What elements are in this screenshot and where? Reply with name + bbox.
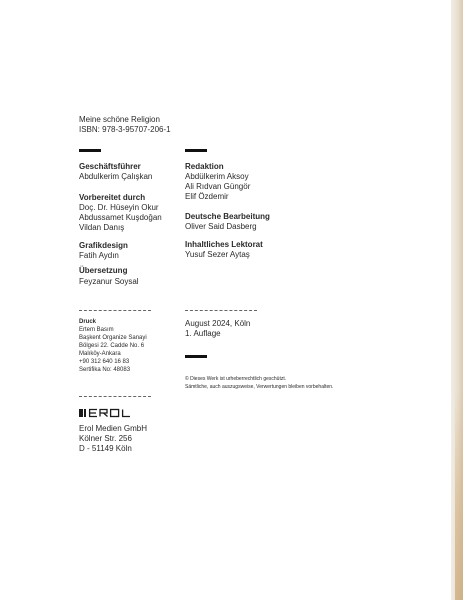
publisher-city: D - 51149 Köln xyxy=(79,444,132,453)
prepared-name: Doç. Dr. Hüseyin Okur xyxy=(79,203,159,212)
edition-number: 1. Auflage xyxy=(185,329,221,338)
editorial-name: Abdülkerim Aksoy xyxy=(185,172,249,181)
book-title: Meine schöne Religion xyxy=(79,115,160,124)
page-edge-shadow xyxy=(451,0,463,600)
editorial-heading: Redaktion xyxy=(185,162,224,171)
divider-bar xyxy=(79,149,101,152)
publisher-street: Kölner Str. 256 xyxy=(79,434,132,443)
print-line: Başkent Organize Sanayi xyxy=(79,335,147,341)
print-line: Bölgesi 22. Cadde No. 6 xyxy=(79,343,145,349)
print-line: +90 312 640 16 83 xyxy=(79,359,130,365)
dashed-divider xyxy=(79,310,151,311)
prepared-heading: Vorbereitet durch xyxy=(79,193,146,202)
graphic-name: Fatih Aydın xyxy=(79,251,119,260)
edition-date: August 2024, Köln xyxy=(185,319,251,328)
divider-bar xyxy=(185,355,207,358)
isbn: ISBN: 978-3-95707-206-1 xyxy=(79,125,171,134)
editorial-name: Ali Rıdvan Güngör xyxy=(185,182,251,191)
prepared-name: Vildan Danış xyxy=(79,223,125,232)
print-heading: Druck xyxy=(79,319,97,325)
german-heading: Deutsche Bearbeitung xyxy=(185,212,270,221)
dashed-divider xyxy=(185,310,257,311)
graphic-heading: Grafikdesign xyxy=(79,241,128,250)
ceo-heading: Geschäftsführer xyxy=(79,162,141,171)
dashed-divider xyxy=(79,396,151,397)
copyright-line: © Dieses Werk ist urheberrechtlich geschützt. xyxy=(185,376,287,382)
publisher-logo xyxy=(79,408,143,418)
copyright-line: Sämtliche, auch auszugsweise, Verwertungen bleiben vorbehalten. xyxy=(185,384,334,390)
lektorat-heading: Inhaltliches Lektorat xyxy=(185,240,263,249)
print-line: Sertifika No: 48083 xyxy=(79,367,131,373)
print-line: Malıköy-Ankara xyxy=(79,351,121,357)
german-name: Oliver Said Dasberg xyxy=(185,222,257,231)
ceo-name: Abdulkerim Çalışkan xyxy=(79,172,153,181)
lektorat-name: Yusuf Sezer Aytaş xyxy=(185,250,250,259)
divider-bar xyxy=(185,149,207,152)
prepared-name: Abdussamet Kuşdoğan xyxy=(79,213,162,222)
print-line: Ertem Basım xyxy=(79,327,114,333)
translation-name: Feyzanur Soysal xyxy=(79,277,139,286)
editorial-name: Elif Özdemir xyxy=(185,192,229,201)
translation-heading: Übersetzung xyxy=(79,266,128,275)
publisher-name: Erol Medien GmbH xyxy=(79,424,148,433)
